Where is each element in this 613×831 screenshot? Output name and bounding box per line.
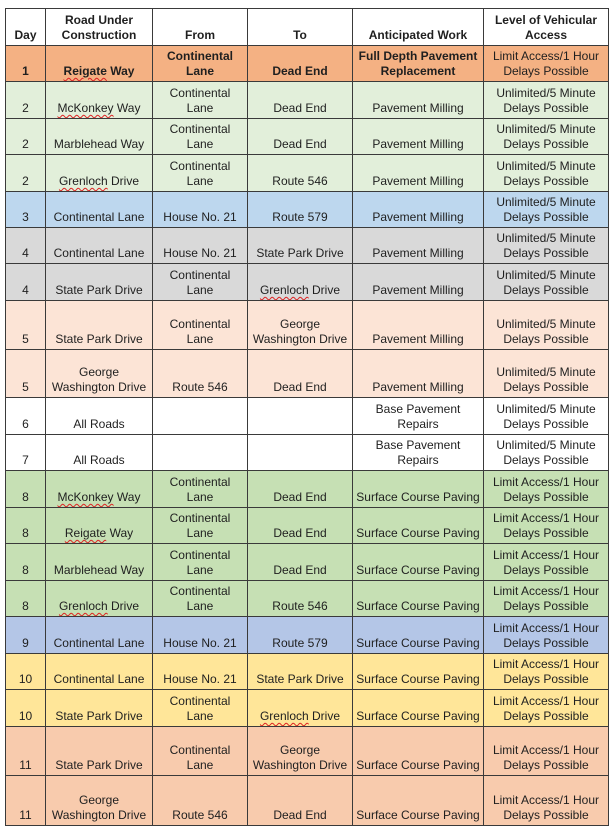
table-row xyxy=(6,544,609,581)
day-cell: 10 xyxy=(6,654,46,690)
to-cell: Route 546 xyxy=(248,155,353,192)
from-cell xyxy=(153,398,248,435)
road-cell: All Roads xyxy=(46,398,153,435)
to-cell: Dead End xyxy=(248,544,353,581)
day-cell: 4 xyxy=(6,228,46,264)
table-row xyxy=(6,776,609,826)
spellcheck-flag: McKonkey xyxy=(57,490,114,504)
to-cell: Dead End xyxy=(248,119,353,155)
access-cell: Limit Access/1 Hour Delays Possible xyxy=(484,690,609,727)
spellcheck-flag: Grenloch xyxy=(58,174,108,188)
from-cell: House No. 21 xyxy=(153,617,248,654)
road-cell: Marblehead Way xyxy=(46,119,153,155)
access-cell: Unlimited/5 Minute Delays Possible xyxy=(484,398,609,435)
road-cell: Continental Lane xyxy=(46,228,153,264)
access-cell: Unlimited/5 Minute Delays Possible xyxy=(484,301,609,350)
table-row xyxy=(6,119,609,155)
to-cell: Grenloch Drive xyxy=(248,264,353,301)
header-work: Anticipated Work xyxy=(353,9,484,46)
table-row xyxy=(6,192,609,228)
access-cell: Unlimited/5 Minute Delays Possible xyxy=(484,192,609,228)
day-cell: 8 xyxy=(6,581,46,617)
from-cell: Route 546 xyxy=(153,350,248,398)
header-row xyxy=(6,9,609,46)
access-cell: Unlimited/5 Minute Delays Possible xyxy=(484,350,609,398)
table-row xyxy=(6,398,609,435)
road-cell: Continental Lane xyxy=(46,617,153,654)
work-cell: Surface Course Paving xyxy=(353,690,484,727)
work-cell: Surface Course Paving xyxy=(353,581,484,617)
access-cell: Limit Access/1 Hour Delays Possible xyxy=(484,654,609,690)
road-cell: Reigate Way xyxy=(46,46,153,82)
day-cell: 4 xyxy=(6,264,46,301)
work-cell: Full Depth Pavement Replacement xyxy=(353,46,484,82)
access-cell: Limit Access/1 Hour Delays Possible xyxy=(484,508,609,544)
access-cell: Limit Access/1 Hour Delays Possible xyxy=(484,471,609,508)
day-cell: 7 xyxy=(6,435,46,471)
work-cell: Surface Course Paving xyxy=(353,654,484,690)
to-cell xyxy=(248,435,353,471)
table-row xyxy=(6,82,609,119)
from-cell: House No. 21 xyxy=(153,192,248,228)
day-cell: 8 xyxy=(6,508,46,544)
access-cell: Unlimited/5 Minute Delays Possible xyxy=(484,435,609,471)
day-cell: 8 xyxy=(6,471,46,508)
road-cell: McKonkey Way xyxy=(46,82,153,119)
from-cell: Continental Lane xyxy=(153,581,248,617)
header-from: From xyxy=(153,9,248,46)
day-cell: 9 xyxy=(6,617,46,654)
table-row xyxy=(6,508,609,544)
from-cell: Continental Lane xyxy=(153,264,248,301)
work-cell: Pavement Milling xyxy=(353,350,484,398)
to-cell: State Park Drive xyxy=(248,654,353,690)
day-cell: 11 xyxy=(6,776,46,826)
from-cell: Route 546 xyxy=(153,776,248,826)
from-cell: Continental Lane xyxy=(153,544,248,581)
to-cell: State Park Drive xyxy=(248,228,353,264)
spellcheck-flag: Reigate xyxy=(64,526,107,540)
table-row xyxy=(6,471,609,508)
road-cell: Grenloch Drive xyxy=(46,581,153,617)
table-row xyxy=(6,228,609,264)
to-cell: Route 546 xyxy=(248,581,353,617)
header-access: Level of Vehicular Access xyxy=(484,9,609,46)
to-cell: Dead End xyxy=(248,46,353,82)
table-row xyxy=(6,617,609,654)
access-cell: Unlimited/5 Minute Delays Possible xyxy=(484,228,609,264)
to-cell: Dead End xyxy=(248,471,353,508)
day-cell: 2 xyxy=(6,82,46,119)
access-cell: Unlimited/5 Minute Delays Possible xyxy=(484,264,609,301)
from-cell: Continental Lane xyxy=(153,82,248,119)
table-row xyxy=(6,690,609,727)
table-body xyxy=(6,46,609,826)
spellcheck-flag: McKonkey xyxy=(57,101,114,115)
road-cell: State Park Drive xyxy=(46,727,153,776)
day-cell: 3 xyxy=(6,192,46,228)
construction-schedule-table xyxy=(5,8,609,826)
day-cell: 11 xyxy=(6,727,46,776)
road-cell: State Park Drive xyxy=(46,301,153,350)
to-cell: Grenloch Drive xyxy=(248,690,353,727)
to-cell: Dead End xyxy=(248,508,353,544)
from-cell: Continental Lane xyxy=(153,471,248,508)
from-cell: Continental Lane xyxy=(153,508,248,544)
from-cell xyxy=(153,435,248,471)
day-cell: 2 xyxy=(6,119,46,155)
day-cell: 6 xyxy=(6,398,46,435)
road-cell: Continental Lane xyxy=(46,654,153,690)
work-cell: Pavement Milling xyxy=(353,155,484,192)
to-cell: Route 579 xyxy=(248,617,353,654)
table-row xyxy=(6,264,609,301)
day-cell: 2 xyxy=(6,155,46,192)
spellcheck-flag: Grenloch xyxy=(259,283,309,297)
from-cell: Continental Lane xyxy=(153,46,248,82)
table-row xyxy=(6,435,609,471)
table-row xyxy=(6,46,609,82)
access-cell: Limit Access/1 Hour Delays Possible xyxy=(484,46,609,82)
table-row xyxy=(6,350,609,398)
work-cell: Pavement Milling xyxy=(353,82,484,119)
road-cell: Grenloch Drive xyxy=(46,155,153,192)
access-cell: Unlimited/5 Minute Delays Possible xyxy=(484,82,609,119)
access-cell: Limit Access/1 Hour Delays Possible xyxy=(484,544,609,581)
work-cell: Surface Course Paving xyxy=(353,508,484,544)
to-cell xyxy=(248,398,353,435)
access-cell: Limit Access/1 Hour Delays Possible xyxy=(484,617,609,654)
road-cell: State Park Drive xyxy=(46,690,153,727)
access-cell: Unlimited/5 Minute Delays Possible xyxy=(484,155,609,192)
spellcheck-flag: Grenloch xyxy=(259,709,309,723)
road-cell: State Park Drive xyxy=(46,264,153,301)
table-row xyxy=(6,581,609,617)
work-cell: Pavement Milling xyxy=(353,119,484,155)
road-cell: McKonkey Way xyxy=(46,471,153,508)
table-row xyxy=(6,155,609,192)
spellcheck-flag: Grenloch xyxy=(58,599,108,613)
from-cell: Continental Lane xyxy=(153,155,248,192)
from-cell: Continental Lane xyxy=(153,301,248,350)
from-cell: Continental Lane xyxy=(153,690,248,727)
day-cell: 10 xyxy=(6,690,46,727)
table-row xyxy=(6,727,609,776)
road-cell: Marblehead Way xyxy=(46,544,153,581)
work-cell: Base Pavement Repairs xyxy=(353,435,484,471)
work-cell: Surface Course Paving xyxy=(353,727,484,776)
road-cell: George Washington Drive xyxy=(46,776,153,826)
access-cell: Limit Access/1 Hour Delays Possible xyxy=(484,727,609,776)
day-cell: 5 xyxy=(6,301,46,350)
access-cell: Limit Access/1 Hour Delays Possible xyxy=(484,581,609,617)
to-cell: Dead End xyxy=(248,82,353,119)
to-cell: George Washington Drive xyxy=(248,727,353,776)
table-row xyxy=(6,654,609,690)
work-cell: Pavement Milling xyxy=(353,301,484,350)
to-cell: Dead End xyxy=(248,776,353,826)
to-cell: George Washington Drive xyxy=(248,301,353,350)
work-cell: Pavement Milling xyxy=(353,228,484,264)
work-cell: Surface Course Paving xyxy=(353,544,484,581)
access-cell: Unlimited/5 Minute Delays Possible xyxy=(484,119,609,155)
to-cell: Dead End xyxy=(248,350,353,398)
to-cell: Route 579 xyxy=(248,192,353,228)
table-row xyxy=(6,301,609,350)
road-cell: All Roads xyxy=(46,435,153,471)
work-cell: Pavement Milling xyxy=(353,264,484,301)
from-cell: Continental Lane xyxy=(153,727,248,776)
from-cell: Continental Lane xyxy=(153,119,248,155)
header-to: To xyxy=(248,9,353,46)
work-cell: Surface Course Paving xyxy=(353,617,484,654)
header-road: Road Under Construction xyxy=(46,9,153,46)
road-cell: Continental Lane xyxy=(46,192,153,228)
road-cell: George Washington Drive xyxy=(46,350,153,398)
from-cell: House No. 21 xyxy=(153,228,248,264)
work-cell: Base Pavement Repairs xyxy=(353,398,484,435)
day-cell: 5 xyxy=(6,350,46,398)
spellcheck-flag: Reigate xyxy=(63,64,107,78)
work-cell: Surface Course Paving xyxy=(353,776,484,826)
day-cell: 1 xyxy=(6,46,46,82)
access-cell: Limit Access/1 Hour Delays Possible xyxy=(484,776,609,826)
day-cell: 8 xyxy=(6,544,46,581)
work-cell: Pavement Milling xyxy=(353,192,484,228)
from-cell: House No. 21 xyxy=(153,654,248,690)
header-day: Day xyxy=(6,9,46,46)
work-cell: Surface Course Paving xyxy=(353,471,484,508)
road-cell: Reigate Way xyxy=(46,508,153,544)
